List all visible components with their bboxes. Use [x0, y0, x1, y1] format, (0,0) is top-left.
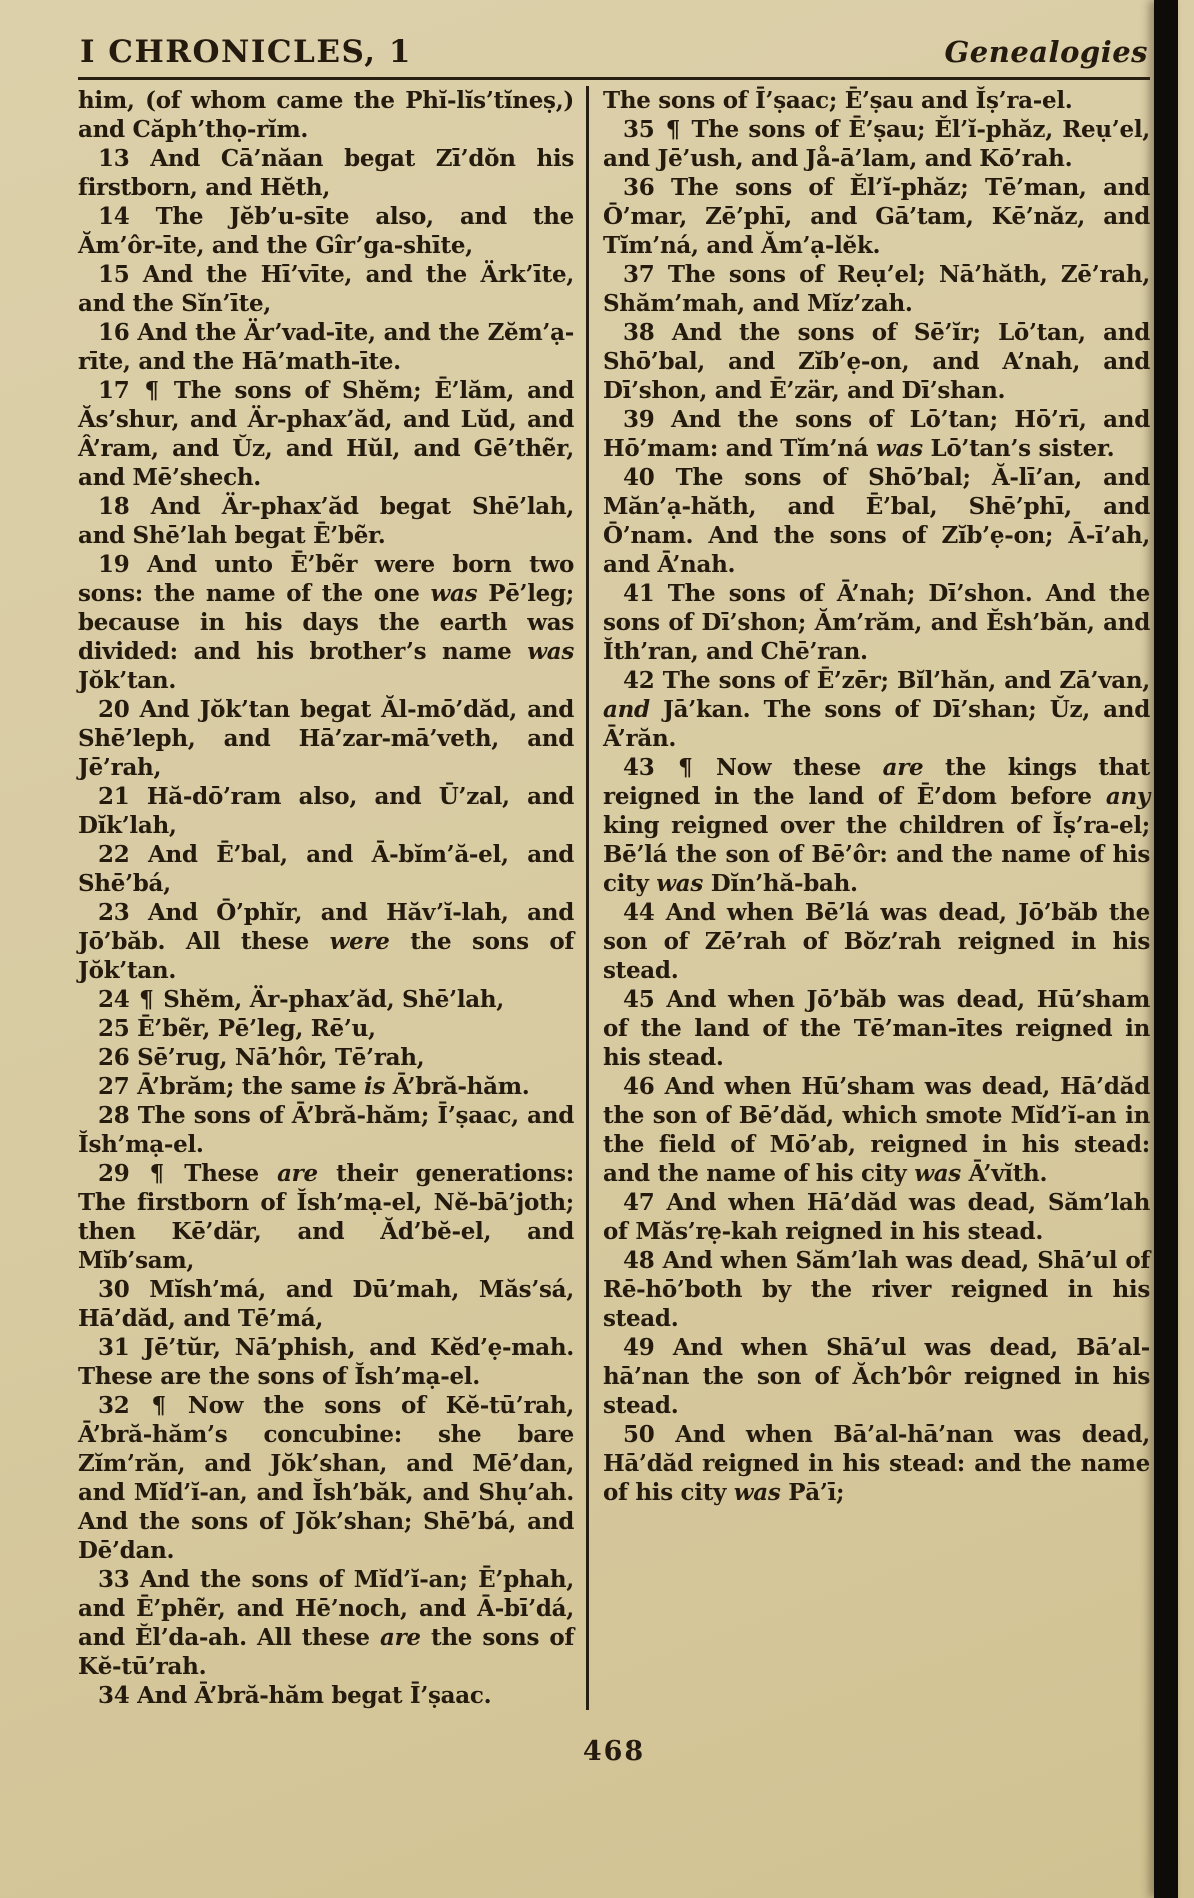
verse-paragraph-34: 34 And Ā’bră-hăm begat Ī’ṣaac.	[98, 1682, 492, 1709]
verse-paragraph-30: 30 Mĭsh’má, and Dū’mah, Măs’sá, Hā’dăd, and Tē’má,	[78, 1276, 574, 1332]
verse-paragraph-32: 32 ¶ Now the sons of Kĕ-tū’rah, Ā’bră-hăm’s concubine: she bare Zĭm’răn, and Jŏk’shan, and Mē’dan, and Mĭd’ĭ-an, and Ĭsh’băk, and Shụ’ah. And the sons of Jŏk’shan; Shē’bá, and Dē’dan.	[78, 1392, 574, 1564]
verse-paragraph-29: 29 ¶ These are their generations: The firstborn of Ĭsh’mạ-el, Nĕ-bā’joth; then Kē’där, and Ăd’bĕ-el, and Mĭb’sam,	[78, 1160, 575, 1274]
verse-number: 30	[98, 1276, 130, 1303]
text-columns	[78, 86, 1150, 1710]
verse-paragraph-13: 13 And Cā’năan begat Zī’dŏn his firstborn, and Hĕth,	[78, 145, 574, 201]
verse-paragraph-21: 21 Hă-dō’ram also, and Ū’zal, and Dĭk’lah,	[78, 783, 574, 839]
pilcrow-mark: ¶	[139, 986, 154, 1013]
verse-number: 14	[98, 203, 130, 230]
verse-number: 27	[98, 1073, 130, 1100]
verse-number: 24	[98, 986, 130, 1013]
verse-paragraph-26: 26 Sē’rug, Nā’hôr, Tē’rah,	[98, 1044, 425, 1071]
verse-number: 19	[98, 551, 130, 578]
verse-number: 49	[623, 1334, 655, 1361]
page-number: 468	[582, 1736, 646, 1767]
verse-paragraph-50: 50 And when Bā’al-hā’nan was dead, Hā’dăd reigned in his stead: and the name of his city was Pā’ī;	[603, 1421, 1150, 1506]
pilcrow-mark: ¶	[151, 1392, 166, 1419]
verse-paragraph-23: 23 And Ō’phĭr, and Hăv’ĭ-lah, and Jō’băb. All these were the sons of Jŏk’tan.	[78, 899, 574, 984]
verse-number: 32	[98, 1392, 130, 1419]
verse-paragraph-31: 31 Jē’tŭr, Nā’phish, and Kĕd’ẹ-mah. These are the sons of Ĭsh’mạ-el.	[78, 1334, 574, 1390]
verse-paragraph-48: 48 And when Săm’lah was dead, Shā’ul of Rē-hō’both by the river reigned in his stead.	[603, 1247, 1150, 1332]
pilcrow-mark: ¶	[665, 116, 681, 143]
header-rule	[78, 77, 1150, 80]
verse-number: 25	[98, 1015, 130, 1042]
verse-number: 15	[98, 261, 130, 288]
verse-paragraph-46: 46 And when Hū’sham was dead, Hā’dăd the son of Bē’dăd, which smote Mĭd’ĭ-an in the field of Mō’ab, reigned in his stead: and the name of his city was Ā’vĭth.	[603, 1073, 1150, 1187]
running-head: Genealogies	[944, 35, 1148, 69]
verse-paragraph-15: 15 And the Hī’vīte, and the Ärk’īte, and the Sĭn’īte,	[78, 261, 574, 317]
verse-number: 29	[98, 1160, 130, 1187]
verse-paragraph-27: 27 Ā’brăm; the same is Ā’bră-hăm.	[98, 1073, 530, 1100]
verse-number: 33	[98, 1566, 130, 1593]
verse-paragraph-33: 33 And the sons of Mĭd’ĭ-an; Ē’phah, and Ē’phẽr, and Hē’noch, and Ā-bī’dá, and Ĕl’da-ah. All these are the sons of Kĕ-tū’rah.	[78, 1566, 574, 1680]
verse-paragraph-20: 20 And Jŏk’tan begat Ăl-mō’dăd, and Shē’leph, and Hā’zar-mā’veth, and Jē’rah,	[78, 696, 574, 781]
verse-paragraph-24: 24 ¶ Shĕm, Är-phax’ăd, Shē’lah,	[98, 986, 504, 1013]
verse-number: 35	[623, 116, 655, 143]
continuation-paragraph: him, (of whom came the Phĭ-lĭs’tĭneṣ,) and Căph’thọ-rĭm.	[78, 87, 574, 143]
verse-paragraph-22: 22 And Ē’bal, and Ā-bĭm’ă-el, and Shē’bá,	[78, 841, 574, 897]
verse-paragraph-18: 18 And Är-phax’ăd begat Shē’lah, and Shē’lah begat Ē’bẽr.	[78, 493, 574, 549]
verse-paragraph-19: 19 And unto Ē’bẽr were born two sons: the name of the one was Pē’leg; because in his days the earth was divided: and his brother’s name was Jŏk’tan.	[78, 551, 574, 694]
verse-paragraph-38: 38 And the sons of Sē’ĭr; Lō’tan, and Shō’bal, and Zĭb’ẹ-on, and A’nah, and Dī’shon, and Ē’zär, and Dī’shan.	[603, 319, 1150, 404]
pilcrow-mark: ¶	[149, 1160, 165, 1187]
verse-number: 31	[98, 1334, 130, 1361]
verse-paragraph-37: 37 The sons of Reụ’el; Nā’hăth, Zē’rah, Shăm’mah, and Mĭz’zah.	[603, 261, 1150, 317]
page-content	[78, 34, 1150, 1767]
pilcrow-mark: ¶	[678, 754, 693, 781]
page-header	[78, 34, 1150, 70]
verse-number: 16	[98, 319, 130, 346]
verse-paragraph-25: 25 Ē’bẽr, Pē’leg, Rē’u,	[98, 1015, 376, 1042]
verse-paragraph-42: 42 The sons of Ē’zēr; Bĭl’hăn, and Zā’van, and Jā’kan. The sons of Dī’shan; Ŭz, and Ā’răn.	[603, 667, 1150, 752]
verse-paragraph-43: 43 ¶ Now these are the kings that reigned in the land of Ē’dom before any king reigned over the children of Ĭṣ’ra-el; Bē’lá the son of Bē’ôr: and the name of his city was Dĭn’hă-bah.	[603, 754, 1150, 897]
verse-number: 48	[623, 1247, 655, 1274]
verse-number: 22	[98, 841, 130, 868]
right-column	[589, 86, 1150, 1710]
verse-number: 26	[98, 1044, 130, 1071]
verse-paragraph-28: 28 The sons of Ā’bră-hăm; Ī’ṣaac, and Ĭsh’mạ-el.	[78, 1102, 574, 1158]
verse-number: 45	[623, 986, 655, 1013]
verse-number: 38	[623, 319, 655, 346]
book-chapter-title: I CHRONICLES, 1	[80, 34, 412, 70]
verse-paragraph-49: 49 And when Shā’ul was dead, Bā’al-hā’nan the son of Ăch’bôr reigned in his stead.	[603, 1334, 1150, 1419]
verse-number: 39	[623, 406, 655, 433]
verse-paragraph-45: 45 And when Jō’băb was dead, Hū’sham of the land of the Tē’man-ītes reigned in his stead.	[603, 986, 1150, 1071]
verse-number: 50	[623, 1421, 655, 1448]
verse-number: 17	[98, 377, 130, 404]
verse-number: 44	[623, 899, 655, 926]
verse-number: 21	[98, 783, 130, 810]
verse-number: 18	[98, 493, 130, 520]
verse-paragraph-17: 17 ¶ The sons of Shĕm; Ē’lăm, and Ăs’shur, and Är-phax’ăd, and Lŭd, and Â’ram, and Ŭz, and Hŭl, and Gē’thẽr, and Mē’shech.	[78, 377, 574, 491]
verse-paragraph-36: 36 The sons of Ĕl’ĭ-phăz; Tē’man, and Ō’mar, Zē’phī, and Gā’tam, Kē’năz, and Tĭm’ná, and Ăm’ạ-lĕk.	[603, 174, 1150, 259]
left-column	[78, 86, 586, 1710]
verse-number: 34	[98, 1682, 130, 1709]
continuation-paragraph: The sons of Ī’ṣaac; Ē’ṣau and Ĭṣ’ra-el.	[603, 87, 1073, 114]
verse-paragraph-14: 14 The Jĕb’u-sīte also, and the Ăm’ôr-īte, and the Gîr’ga-shīte,	[78, 203, 574, 259]
verse-paragraph-41: 41 The sons of Ā’nah; Dī’shon. And the sons of Dī’shon; Ăm’răm, and Ĕsh’băn, and Ĭth’ran, and Chē’ran.	[603, 580, 1150, 665]
verse-number: 43	[623, 754, 655, 781]
pilcrow-mark: ¶	[144, 377, 159, 404]
verse-paragraph-44: 44 And when Bē’lá was dead, Jō’băb the son of Zē’rah of Bŏz’rah reigned in his stead.	[603, 899, 1150, 984]
verse-paragraph-35: 35 ¶ The sons of Ē’ṣau; Ĕl’ĭ-phăz, Reụ’el, and Jē’ush, and Jå-ā’lam, and Kō’rah.	[603, 116, 1150, 172]
verse-paragraph-47: 47 And when Hā’dăd was dead, Săm’lah of Măs’rẹ-kah reigned in his stead.	[603, 1189, 1150, 1245]
verse-number: 46	[623, 1073, 655, 1100]
verse-number: 37	[623, 261, 655, 288]
verse-paragraph-39: 39 And the sons of Lō’tan; Hō’rī, and Hō’mam: and Tĭm’ná was Lō’tan’s sister.	[603, 406, 1150, 462]
page-edge-bar	[1154, 0, 1178, 1898]
verse-number: 28	[98, 1102, 130, 1129]
verse-paragraph-40: 40 The sons of Shō’bal; Ă-lī’an, and Măn’ạ-hăth, and Ē’bal, Shē’phī, and Ō’nam. And the sons of Zĭb’ẹ-on; Ā-ī’ah, and Ā’nah.	[603, 464, 1150, 578]
verse-number: 41	[623, 580, 655, 607]
verse-number: 20	[98, 696, 130, 723]
verse-number: 36	[623, 174, 655, 201]
verse-number: 13	[98, 145, 130, 172]
verse-number: 40	[623, 464, 655, 491]
verse-number: 23	[98, 899, 130, 926]
verse-number: 47	[623, 1189, 655, 1216]
verse-number: 42	[623, 667, 655, 694]
verse-paragraph-16: 16 And the Är’vad-īte, and the Zĕm’ạ-rīte, and the Hā’math-īte.	[78, 319, 574, 375]
